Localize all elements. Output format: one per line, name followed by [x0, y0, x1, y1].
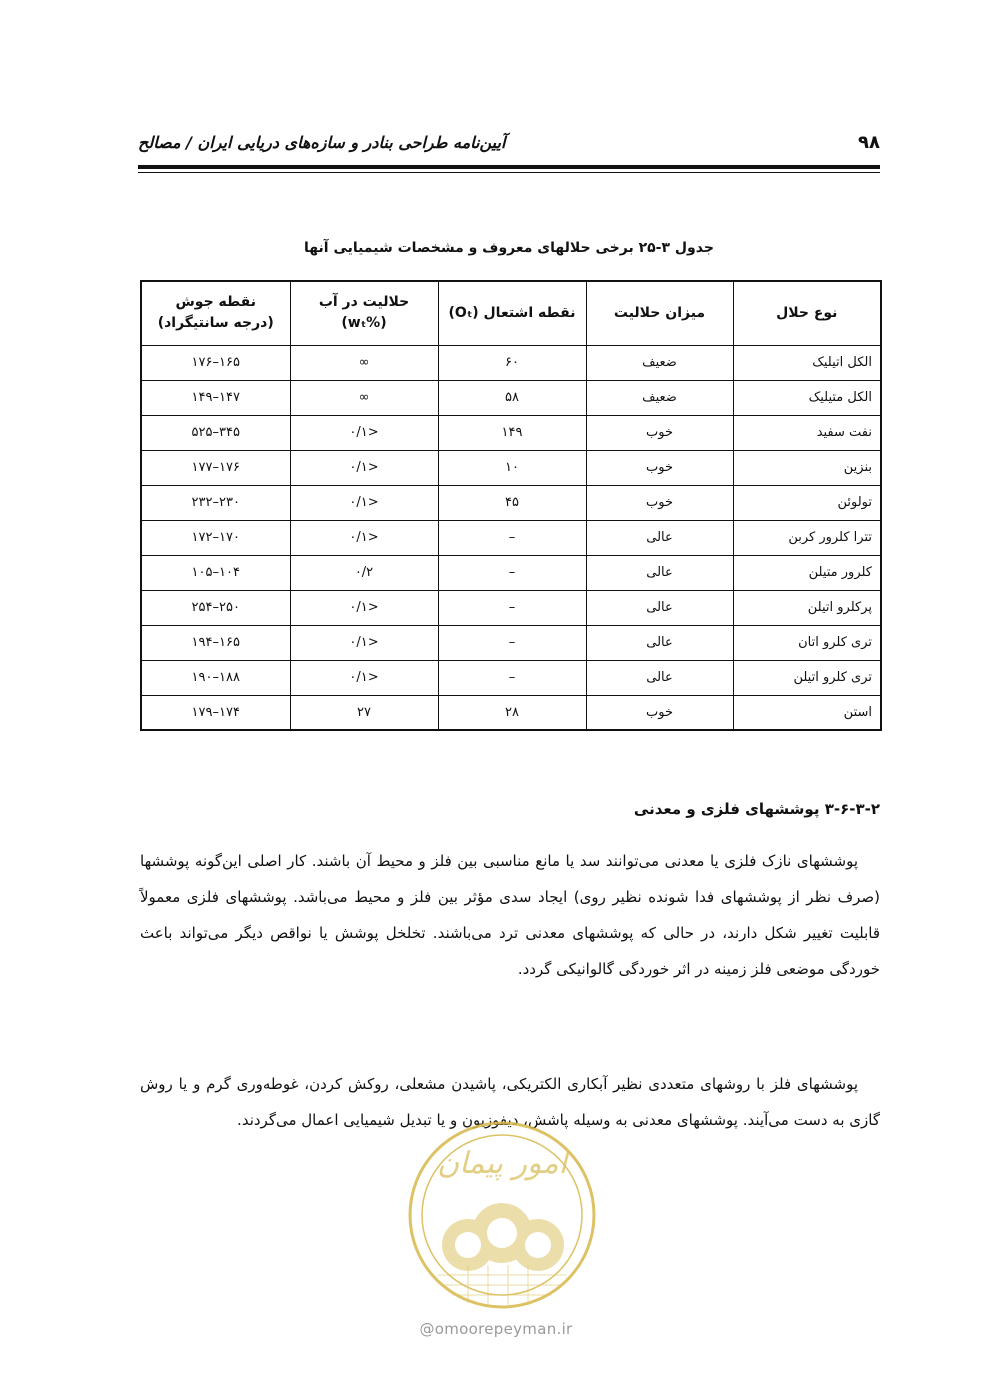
paragraph-1 — [140, 843, 880, 987]
cell-flash-point: – — [438, 520, 586, 555]
cell-flash-point: ۵۸ — [438, 380, 586, 415]
cell-solvency: عالی — [586, 625, 733, 660]
col-header-solvent: نوع حلال — [733, 281, 881, 345]
cell-solvency: ضعیف — [586, 345, 733, 380]
cell-solvent: الکل اتیلیک — [733, 345, 881, 380]
running-title: آیین‌نامه طراحی بنادر و سازه‌های دریایی ایران / مصالح — [138, 132, 506, 152]
cell-boiling-point: ۱۰۴–۱۰۵ — [141, 555, 290, 590]
cell-boiling-point: ۱۶۵–۱۹۴ — [141, 625, 290, 660]
cell-water-solubility: <۰/۱ — [290, 450, 438, 485]
cell-solvent: بنزین — [733, 450, 881, 485]
cell-flash-point: – — [438, 625, 586, 660]
cell-water-solubility: <۰/۱ — [290, 520, 438, 555]
cell-solvency: عالی — [586, 660, 733, 695]
cell-solvency: خوب — [586, 695, 733, 730]
paragraph-1-text: پوششهای نازک فلزی یا معدنی می‌توانند سد یا مانع مناسبی بین فلز و محیط آن باشند. کار اصلی این‌گونه پوششها (صرف نظر از پوششهای فدا شونده نظیر روی) ایجاد سدی مؤثر بین فلز و محیط می‌باشد. پوششهای فلزی معمولاً قابلیت تغییر شکل دارند، در حالی که پوششهای معدنی ترد می‌باشند. تخلخل پوشش یا نواقص دیگر می‌تواند باعث خوردگی موضعی فلز زمینه در اثر خوردگی گالوانیکی گردد. — [140, 852, 880, 978]
cell-water-solubility: ۰/۲ — [290, 555, 438, 590]
cell-solvent: نفت سفید — [733, 415, 881, 450]
cell-flash-point: ۱۰ — [438, 450, 586, 485]
cell-solvency: خوب — [586, 450, 733, 485]
cell-solvent: پرکلرو اتیلن — [733, 590, 881, 625]
cell-solvent: تولوئن — [733, 485, 881, 520]
table-header-row — [141, 281, 881, 345]
cell-water-solubility: <۰/۱ — [290, 625, 438, 660]
watermark-site: @omoorepeyman.ir — [419, 1320, 573, 1338]
cell-water-solubility: <۰/۱ — [290, 485, 438, 520]
col-header-water-solubility — [290, 281, 438, 345]
header-rule-thin — [138, 172, 880, 173]
cell-water-solubility: ∞ — [290, 380, 438, 415]
cell-water-solubility: <۰/۱ — [290, 590, 438, 625]
col-header-water-solubility-line1: حلالیت در آب — [318, 294, 410, 311]
cell-flash-point: – — [438, 555, 586, 590]
cell-water-solubility: <۰/۱ — [290, 415, 438, 450]
cell-flash-point: ۴۵ — [438, 485, 586, 520]
table-row — [141, 695, 881, 730]
table-row — [141, 520, 881, 555]
col-header-water-solubility-line2: (%wₜ) — [341, 315, 387, 332]
cell-boiling-point: ۱۴۷–۱۴۹ — [141, 380, 290, 415]
watermark-seal-icon — [388, 1115, 616, 1315]
cell-solvent: تری کلرو اتیلن — [733, 660, 881, 695]
col-header-boiling-line2: (درجه سانتیگراد) — [157, 315, 274, 332]
cell-boiling-point: ۱۶۵–۱۷۶ — [141, 345, 290, 380]
header-rule-thick — [138, 165, 880, 169]
cell-flash-point: – — [438, 660, 586, 695]
table-row — [141, 555, 881, 590]
cell-solvency: خوب — [586, 485, 733, 520]
cell-boiling-point: ۱۸۸–۱۹۰ — [141, 660, 290, 695]
table-row — [141, 380, 881, 415]
cell-solvency: عالی — [586, 590, 733, 625]
cell-flash-point: ۲۸ — [438, 695, 586, 730]
cell-solvent: تری کلرو اتان — [733, 625, 881, 660]
table-row — [141, 660, 881, 695]
svg-text:امور پیمان: امور پیمان — [437, 1146, 567, 1181]
col-header-boiling-line1: نقطه جوش — [175, 294, 257, 311]
cell-flash-point: – — [438, 590, 586, 625]
col-header-flash-point: نقطه اشتعال (Oₜ) — [438, 281, 586, 345]
cell-solvency: خوب — [586, 415, 733, 450]
cell-boiling-point: ۱۷۰–۱۷۲ — [141, 520, 290, 555]
table-caption: جدول ۳-۲۵ برخی حلالهای معروف و مشخصات شیمیایی آنها — [304, 240, 714, 256]
table-row — [141, 415, 881, 450]
cell-boiling-point: ۲۵۰–۲۵۴ — [141, 590, 290, 625]
table-row — [141, 450, 881, 485]
solvents-table — [140, 280, 882, 731]
cell-solvency: عالی — [586, 520, 733, 555]
col-header-boiling-point — [141, 281, 290, 345]
cell-boiling-point: ۱۷۶–۱۷۷ — [141, 450, 290, 485]
paragraph-2-text: پوششهای فلز با روشهای متعددی نظیر آبکاری الکتریکی، پاشیدن مشعلی، روکش کردن، غوطه‌وری گرم و یا روش گازی به دست می‌آیند. پوششهای معدنی به وسیله پاشش، دیفوزیون و یا تبدیل شیمیایی اعمال می‌گردند. — [140, 1075, 880, 1129]
cell-water-solubility: ∞ — [290, 345, 438, 380]
cell-solvent: تترا کلرور کربن — [733, 520, 881, 555]
cell-solvent: کلرور متیلن — [733, 555, 881, 590]
section-heading: ۳-۶-۳-۲ پوششهای فلزی و معدنی — [633, 800, 880, 818]
page-number: ۹۸ — [858, 131, 880, 153]
cell-boiling-point: ۳۴۵–۵۲۵ — [141, 415, 290, 450]
cell-solvency: عالی — [586, 555, 733, 590]
cell-solvent: استن — [733, 695, 881, 730]
cell-boiling-point: ۱۷۴–۱۷۹ — [141, 695, 290, 730]
table-row — [141, 625, 881, 660]
cell-water-solubility: ۲۷ — [290, 695, 438, 730]
cell-boiling-point: ۲۳۰–۲۳۲ — [141, 485, 290, 520]
col-header-solvency: میزان حلالیت — [586, 281, 733, 345]
page-header — [138, 127, 880, 157]
cell-flash-point: ۱۴۹ — [438, 415, 586, 450]
cell-flash-point: ۶۰ — [438, 345, 586, 380]
table-row — [141, 485, 881, 520]
cell-solvent: الکل متیلیک — [733, 380, 881, 415]
cell-solvency: ضعیف — [586, 380, 733, 415]
table-row — [141, 590, 881, 625]
cell-water-solubility: <۰/۱ — [290, 660, 438, 695]
table-row — [141, 345, 881, 380]
